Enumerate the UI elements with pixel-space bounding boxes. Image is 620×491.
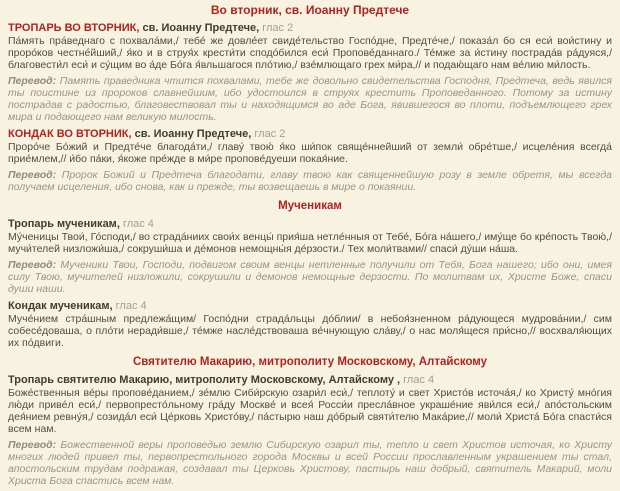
translation-label: Перевод: [8,439,57,451]
hymn-text: Муче́нием стра́шным предлежа́щим/ Госпо́дни страда́льцы до́блии/ в небоя́зненном ра́дующеся мудрова́нии,/ сим собесе́доваша, о пло́ти неради́вше,/ те́мже насле́дствоваша ве́чнующую сла́ву,/ о нас моля́щеся при́сно,// восхваля́ющих их по́двиги. [8,313,612,349]
hymn-heading [8,300,612,312]
hymn-voice: глас 4 [115,300,147,312]
hymn-translation [8,169,612,193]
hymn-text: Проро́че Бо́жий и Предте́че благода́ти,/ главу́ твою́ я́ко ши́пок свяще́ннейший от земли́ обре́тше,/ исцеле́ния всегда́ прие́млем,// и́бо па́ки, я́коже пре́жде в ми́ре пропове́дуеши покая́ние. [8,141,612,165]
troparion-makarios-section [8,374,612,487]
translation-label: Перевод: [8,259,57,271]
hymn-heading [8,128,612,140]
hymn-text: Му́ченицы Твои́, Го́споди,/ во страда́ниих свои́х венцы́ прия́ша нетле́нныя от Тебе́, Бо́га на́шего,/ иму́ще бо кре́пость Твою́,/ мучи́телей низложи́ша,/ сокруши́ша и де́монов немощны́я де́рзости./ Тех моли́твами// спаси́ ду́ши на́ша. [8,231,612,255]
hymn-text: Па́мять пра́веднаго с похвала́ми,/ тебе́ же довле́ет свиде́тельство Госпо́дне, Предте́че,/ показа́л бо ся еси́ вои́стину и проро́ков честне́йший,/ я́ко и в струя́х крести́ти сподо́бился еси́ Пропове́даннаго./ Те́мже за и́стину пострада́в ра́дуяся,/ благовести́л еси́ и су́щим во а́де Бо́га я́вльшагося пло́тию,/ взе́млющаго грех ми́ра,// и подаю́щаго нам ве́лию ми́лость. [8,35,612,71]
hymn-heading [8,22,612,34]
hymn-label: Тропарь святителю Макарию, митрополиту Московскому, Алтайскому , [8,374,401,386]
hymn-heading [8,218,612,230]
hymn-translation [8,75,612,123]
hymn-label: КОНДАК ВО ВТОРНИК, [8,128,132,140]
hymn-translation [8,439,612,487]
section-heading-martyrs: Мученикам [278,200,342,212]
translation-text: Божественной веры проповедью землю Сибирскую озарил ты, тепло и свет Христов источая, ко Христу многих людей привел ты, первопрестольного города Москвы и всей России прославленным украшением ты стал, апостольским трудам подражая, создавал ты Церковь Христову, пастырь наш добрый, святитель Макарий, моли Христа Бога спастись всем нам. [8,439,612,487]
hymn-translation [8,259,612,295]
page-title: Во вторник, св. Иоанну Предтече [210,3,410,17]
hymn-label: ТРОПАРЬ ВО ВТОРНИК, [8,22,140,34]
translation-text: Память праведника чтится похвалами, тебе же довольно свидетельства Господня, Предтеча, ведь явился ты поистине из пророков славнейшим, ибо удостоился в струях крестить Проповеданного. Потому за истину пострадав с радостью, благовествовал ты и находящимся во аде Бога, явившегося во плоти, подъемлющего грех мира и подающего нам великую милость. [8,75,612,123]
hymn-subtitle: св. Иоанну Предтече, [142,22,260,34]
kontakion-martyrs-section [8,300,612,349]
hymn-voice: глас 4 [403,374,435,386]
translation-label: Перевод: [8,75,57,87]
section-heading-makarios: Святителю Макарию, митрополиту Московскому, Алтайскому [132,356,488,368]
hymn-voice: глас 2 [254,128,286,140]
hymn-voice: глас 4 [122,218,154,230]
troparion-martyrs-section [8,218,612,295]
hymn-text: Боже́ственныя ве́ры пропове́данием,/ зе́млю Сиби́рскую озари́л еси́,/ теплоту́ и свет Христо́в источа́я,/ ко Христу́ мно́гия лю́ди приве́л еси́,/ первопресто́льному гра́ду Москве́ и всея́ Росси́и пресла́вное украше́ние яви́лся еси́,/ апо́стольским дея́нием ревну́я,/ созида́л еси́ Це́рковь Христо́ву,/ па́стырю наш до́брый святи́телю Мака́рие,// моли́ Христа́ Бо́га спасти́ся всем нам. [8,387,612,435]
kontakion-tuesday-section [8,128,612,193]
troparion-tuesday-section [8,22,612,123]
hymn-subtitle: св. Иоанну Предтече, [134,128,252,140]
translation-text: Пророк Божий и Предтеча благодати, главу твою как священнейшую розу в земле обретя, мы всегда получаем исцеления, ибо снова, как и прежде, ты возвещаешь в мире о покаянии. [8,169,612,193]
translation-label: Перевод: [8,169,57,181]
hymn-label: Тропарь мученикам, [8,218,120,230]
hymn-heading [8,374,612,386]
hymn-label: Кондак мученикам, [8,300,113,312]
hymn-voice: глас 2 [262,22,294,34]
translation-text: Мученики Твои, Господи, подвигом своим венцы нетленные получили от Тебя, Бога нашего; ибо они, имея силу Твою, мучителей низложили, сокрушили и демонов немощные дерзости. По молитвам их, Христе Боже, спаси души наши. [8,259,612,295]
